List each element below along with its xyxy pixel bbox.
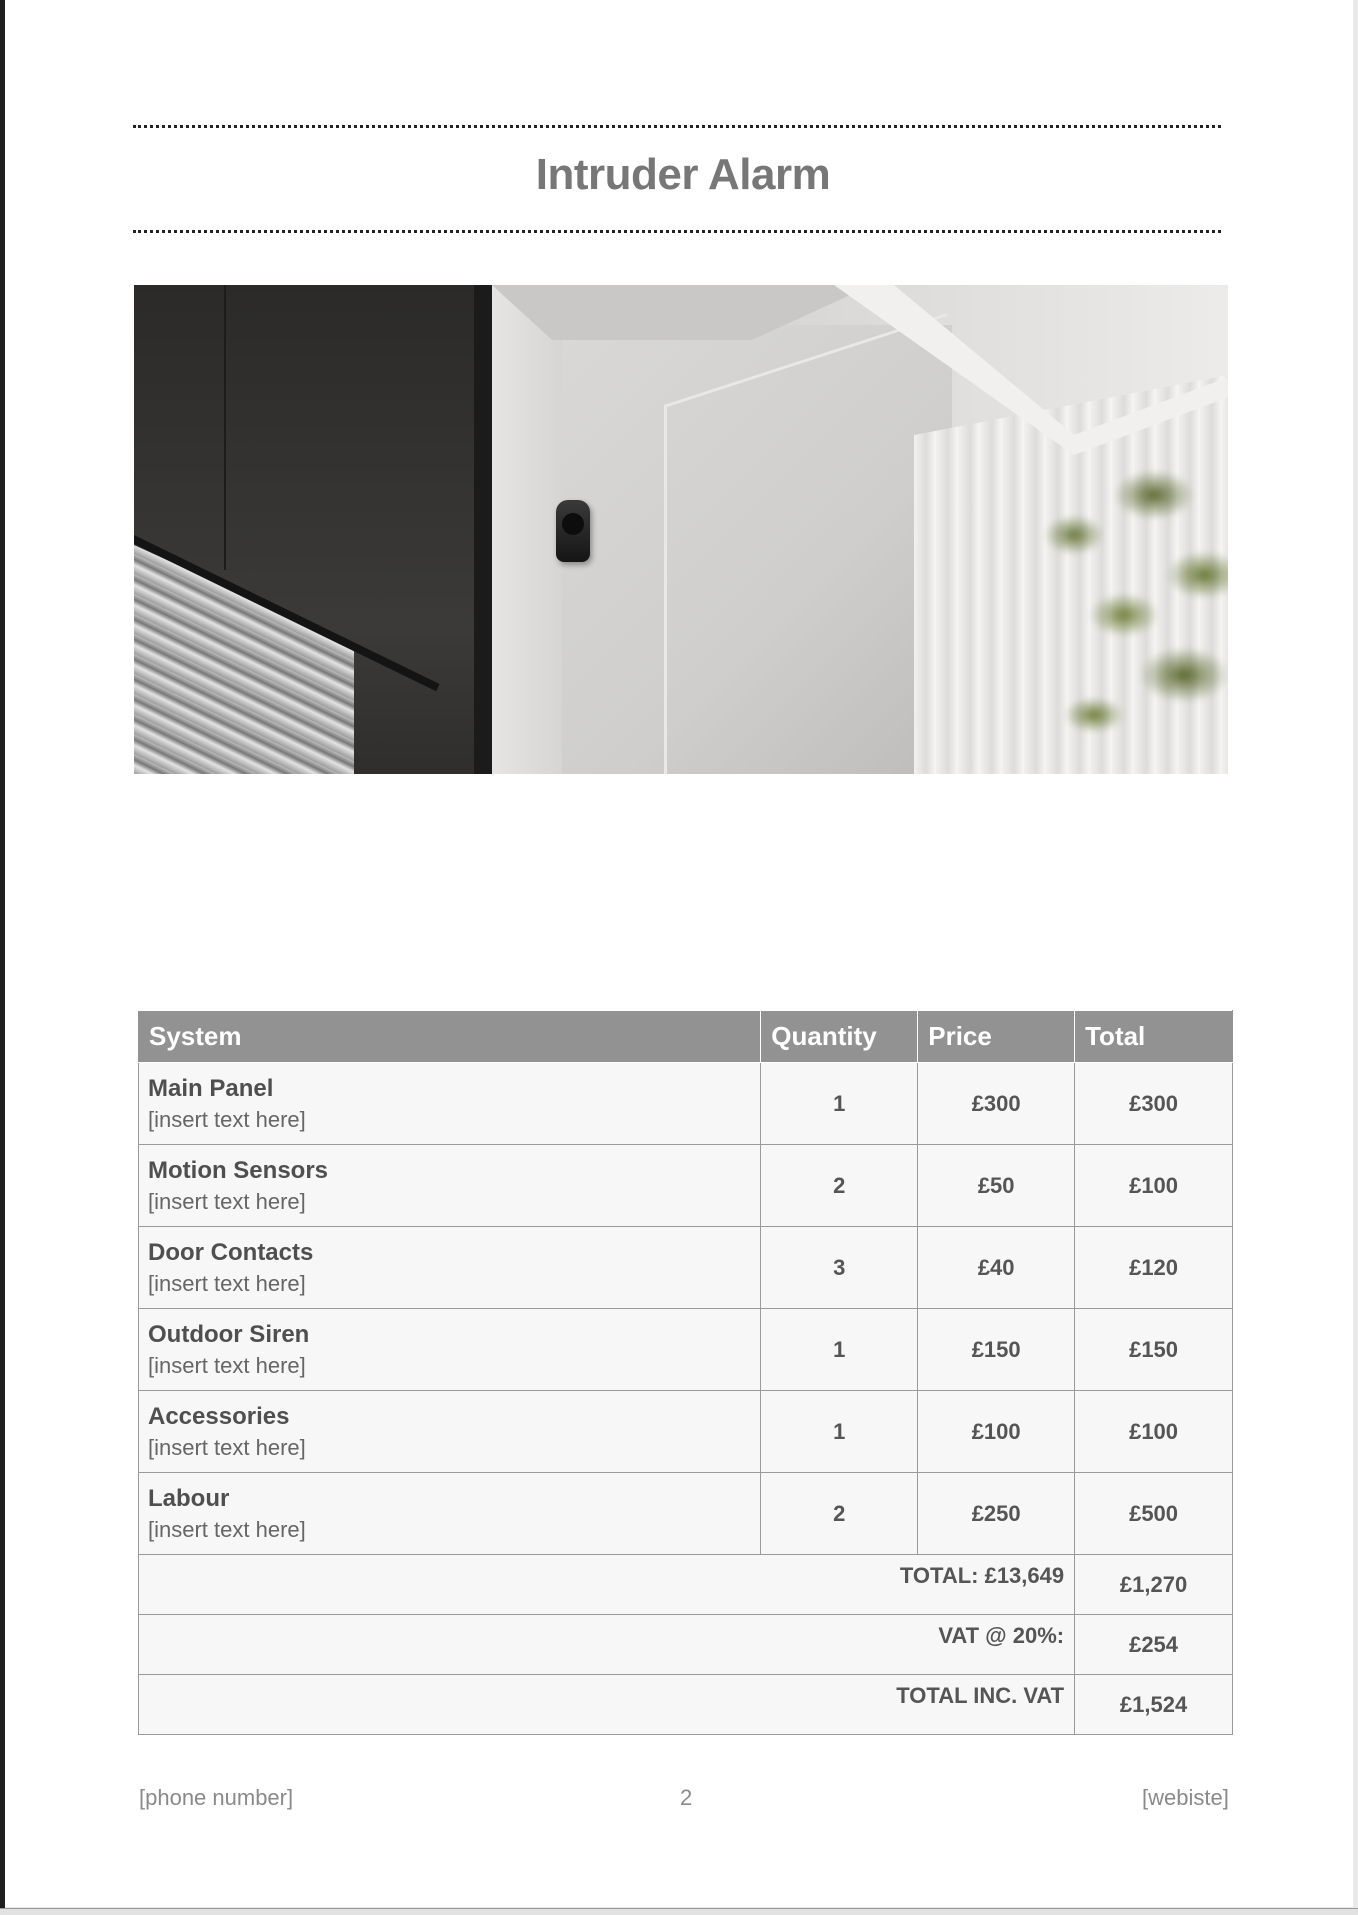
system-cell: [139, 1145, 761, 1227]
table-row: [139, 1391, 1233, 1473]
system-cell: [139, 1227, 761, 1309]
total-cell: £500: [1075, 1473, 1233, 1555]
system-cell: [139, 1473, 761, 1555]
header-system: System: [139, 1011, 761, 1063]
item-description: [insert text here]: [148, 1352, 306, 1378]
quantity-cell: 2: [761, 1473, 918, 1555]
summary-value: £1,270: [1075, 1555, 1233, 1615]
system-cell: [139, 1063, 761, 1145]
document-page: [5, 0, 1353, 1907]
total-cell: £100: [1075, 1391, 1233, 1473]
photo-white-column: [492, 285, 562, 774]
summary-value: £254: [1075, 1615, 1233, 1675]
table-header-row: [139, 1011, 1233, 1063]
summary-row-total-inc-vat: [139, 1675, 1233, 1735]
system-cell: [139, 1309, 761, 1391]
item-name: Door Contacts: [148, 1238, 314, 1266]
summary-label: VAT @ 20%:: [139, 1615, 1075, 1675]
item-name: Accessories: [148, 1402, 290, 1430]
system-cell: [139, 1391, 761, 1473]
quantity-cell: 1: [761, 1309, 918, 1391]
photo-wall-seam: [224, 285, 226, 570]
quantity-cell: 2: [761, 1145, 918, 1227]
table-row: [139, 1063, 1233, 1145]
total-cell: £100: [1075, 1145, 1233, 1227]
quantity-cell: 3: [761, 1227, 918, 1309]
item-name: Labour: [148, 1484, 230, 1512]
item-description: [insert text here]: [148, 1270, 306, 1296]
item-description: [insert text here]: [148, 1106, 306, 1132]
price-cell: £50: [918, 1145, 1075, 1227]
quote-table: [138, 1010, 1233, 1735]
item-description: [insert text here]: [148, 1516, 306, 1542]
photo-plant: [1034, 455, 1228, 774]
footer-phone: [phone number]: [139, 1785, 294, 1810]
title-bottom-divider: [133, 230, 1221, 233]
header-price: Price: [918, 1011, 1075, 1063]
price-cell: £300: [918, 1063, 1075, 1145]
alarm-sensor-photo: [134, 285, 1228, 774]
item-name: Outdoor Siren: [148, 1320, 310, 1348]
summary-label: TOTAL: £13,649: [139, 1555, 1075, 1615]
summary-value: £1,524: [1075, 1675, 1233, 1735]
motion-sensor-lens: [562, 513, 584, 535]
table-row: [139, 1227, 1233, 1309]
total-cell: £150: [1075, 1309, 1233, 1391]
total-cell: £120: [1075, 1227, 1233, 1309]
table-row: [139, 1309, 1233, 1391]
quantity-cell: 1: [761, 1391, 918, 1473]
table-row: [139, 1473, 1233, 1555]
summary-row-total: [139, 1555, 1233, 1615]
total-cell: £300: [1075, 1063, 1233, 1145]
page-number: 2: [680, 1785, 693, 1810]
table-row: [139, 1145, 1233, 1227]
title-top-divider: [133, 125, 1221, 128]
price-cell: £250: [918, 1473, 1075, 1555]
item-name: Motion Sensors: [148, 1156, 329, 1184]
item-description: [insert text here]: [148, 1188, 306, 1214]
price-cell: £40: [918, 1227, 1075, 1309]
summary-label: TOTAL INC. VAT: [139, 1675, 1075, 1735]
quantity-cell: 1: [761, 1063, 918, 1145]
price-cell: £150: [918, 1309, 1075, 1391]
summary-row-vat: [139, 1615, 1233, 1675]
page-title: Intruder Alarm: [535, 150, 831, 199]
header-total: Total: [1075, 1011, 1233, 1063]
item-name: Main Panel: [148, 1074, 274, 1102]
header-quantity: Quantity: [761, 1011, 918, 1063]
footer-website: [webiste]: [1142, 1785, 1229, 1810]
item-description: [insert text here]: [148, 1434, 306, 1460]
price-cell: £100: [918, 1391, 1075, 1473]
photo-dark-edge: [474, 285, 492, 774]
